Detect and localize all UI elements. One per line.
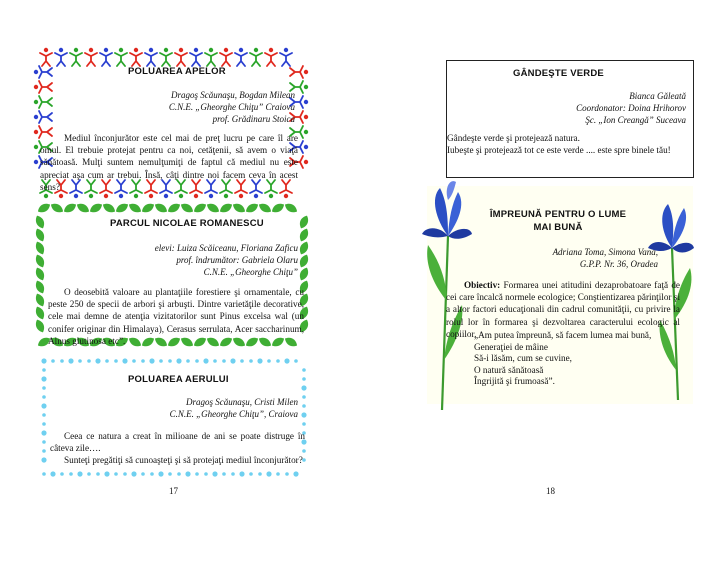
author-line: Adriana Toma, Simona Vana, — [552, 247, 658, 257]
paragraph: Ceea ce natura a creat în milioane de ani se poate distruge în câteva zile…. — [50, 431, 305, 454]
objective-text: Formarea unei atitudini dezaprobatoare faţă de cei care încalcă normele ecologice; Conştientizarea părinţilor şi a altor factori educaţionali din cadrul comunităţii, cu privire la rolul lor în formarea şi dezvoltarea caracterului ecologic al copiilor. — [446, 280, 680, 339]
poem-line: Să-i lăsăm, cum se cuvine, — [474, 353, 572, 363]
section-title-poluarea-aerului: POLUAREA AERULUI — [128, 374, 229, 385]
text-line: Iubeşte şi protejează tot ce este verde .... este spre binele tău! — [447, 145, 671, 156]
objective-label: Obiectiv: — [464, 280, 501, 290]
poem-line: Generaţiei de mâine — [474, 341, 548, 352]
author-line: Dragoş Scăunaşu, Cristi Milen — [185, 397, 298, 407]
author-line: C.N.E. „Gheorghe Chiţu”, Craiova — [169, 409, 298, 419]
section-title-impreuna — [488, 208, 628, 234]
author-line: prof. îndrumător: Gabriela Olaru — [176, 255, 298, 265]
title-line: ÎMPREUNĂ PENTRU O LUME — [489, 209, 627, 220]
poem-impreuna — [474, 330, 674, 388]
poem-line: Îngrijită şi frumoasă”. — [474, 376, 555, 386]
authors-impreuna — [520, 246, 658, 270]
author-line: G.P.P. Nr. 36, Oradea — [579, 259, 658, 269]
author-line: Şc. „Ion Creangă” Suceava — [585, 115, 686, 125]
poem-line: „Am putea împreună, să facem lumea mai bună, — [474, 330, 652, 340]
text-line: Gândeşte verde şi protejează natura. — [447, 133, 580, 143]
author-line: prof. Grădinaru Stoica — [212, 114, 295, 124]
author-line: Dragoş Scăunaşu, Bogdan Milean — [171, 90, 295, 100]
page-number-left: 17 — [169, 486, 178, 496]
text-parcul: O deosebită valoare au plantaţiile forestiere şi ornamentale, cu peste 250 de specii de arbori şi arbuşti. Dintre varietăţile decorative, cele mai demne de atenţia vizitatorilor sunt Pinus excelsa wal (un conifer originar din Himalaya), Cerasus serrulata, Acer saccharinum, Alnus glutinosa etc”. — [48, 287, 304, 346]
author-line: C.N.E. „Gheorghe Chiţu” Craiova — [168, 102, 295, 112]
page-number-right: 18 — [546, 486, 555, 496]
author-line: elevi: Luiza Scăiceanu, Floriana Zaficu — [154, 243, 298, 253]
poem-line: O natură sănătoasă — [474, 364, 544, 375]
author-line: Coordonator: Doina Hrihorov — [576, 103, 686, 113]
text-poluarea-apelor: Mediul înconjurător este cel mai de preţ lucru pe care îl are omul. El trebuie protejat pentru ca noi, cetăţenii, să avem o viaţă sănătoasă. Mulţi suntem nemulţumiţi de faptul că mediul nu este apreciat aşa cum ar trebui. Însă, câţi dintre noi facem ceva în acest sens? — [40, 133, 298, 192]
paragraph: Sunteţi pregătiţi să cunoaşteţi şi să protejaţi mediul înconjurător? — [64, 455, 303, 466]
section-title-gandeste-verde: GÂNDEŞTE VERDE — [513, 68, 604, 79]
author-line: Bianca Găleată — [629, 91, 686, 101]
author-line: C.N.E. „Gheorghe Chiţu” — [203, 267, 298, 277]
section-title-parcul-nicolae-romanescu: PARCUL NICOLAE ROMANESCU — [110, 218, 264, 229]
section-title-poluarea-apelor: POLUAREA APELOR — [128, 66, 226, 77]
title-line: MAI BUNĂ — [533, 222, 583, 233]
